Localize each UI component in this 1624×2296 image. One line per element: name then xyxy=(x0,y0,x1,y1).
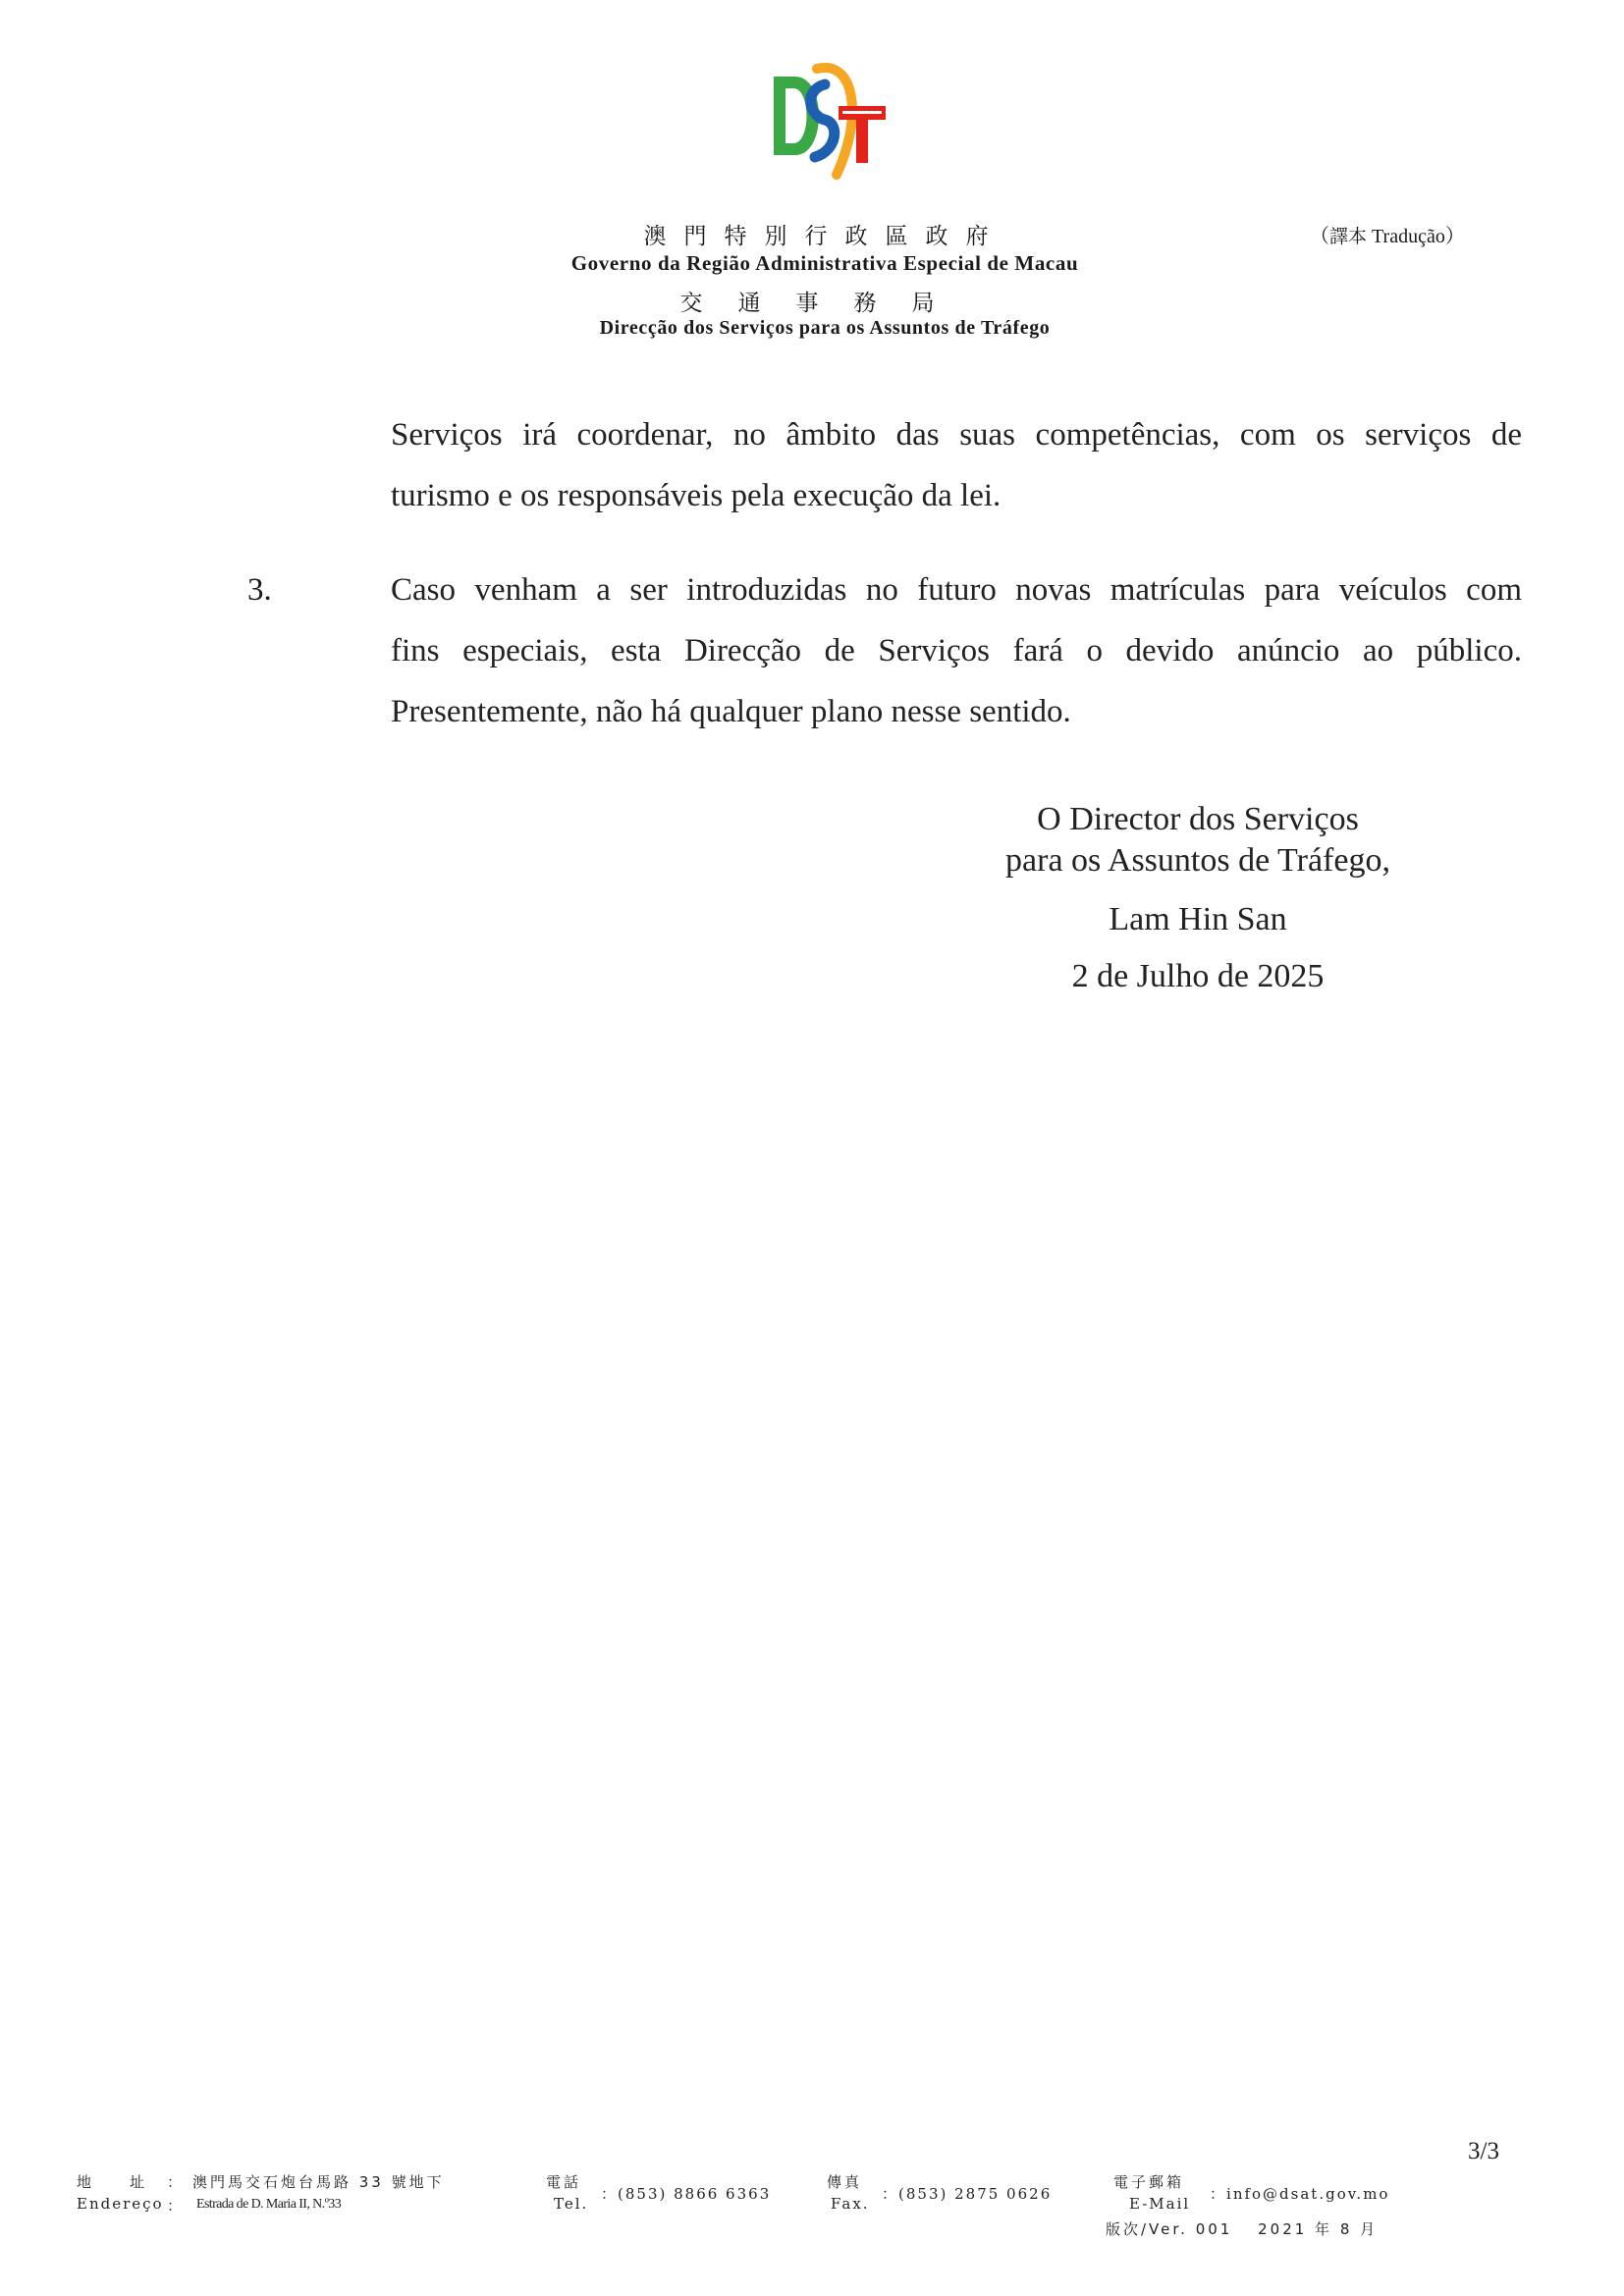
header-government-zh: 澳門特別行政區政府 xyxy=(643,224,1006,249)
dsat-logo xyxy=(766,57,890,187)
address-zh: 澳門馬交石炮台馬路 33 號地下 xyxy=(192,2173,445,2191)
paragraph-line: Caso venham a ser introduzidas no futuro novas matrículas para veículos com xyxy=(391,572,1522,608)
paragraph-item-3 xyxy=(391,560,1522,742)
address-label-zh: 地 址 xyxy=(77,2173,148,2191)
email-address: info@dsat.gov.mo xyxy=(1226,2185,1390,2203)
tel-label-zh: 電話 xyxy=(546,2173,582,2191)
signature-name: Lam Hin San xyxy=(1109,901,1287,937)
address-colon: ： xyxy=(167,2197,186,2215)
fax-label-pt: Fax. xyxy=(831,2195,870,2213)
paragraph-line: Serviços irá coordenar, no âmbito das suas competências, com os serviços de xyxy=(391,417,1522,453)
paragraph-line: Presentemente, não há qualquer plano nesse sentido. xyxy=(391,694,1071,729)
tel-number: (853) 8866 6363 xyxy=(618,2185,772,2203)
item-number: 3. xyxy=(247,572,272,608)
paragraph-line: fins especiais, esta Direcção de Serviços fará o devido anúncio ao público. xyxy=(391,633,1522,668)
address-label-pt: Endereço xyxy=(77,2195,164,2213)
email-label-zh: 電子郵箱 xyxy=(1113,2173,1185,2191)
tel-value: ：(853) 8866 6363 xyxy=(601,2185,772,2203)
signature-date: 2 de Julho de 2025 xyxy=(1071,958,1325,994)
page-number: 3/3 xyxy=(1468,2138,1499,2164)
translation-note: （譯本 Tradução） xyxy=(1310,226,1465,247)
paragraph-line: turismo e os responsáveis pela execução da lei. xyxy=(391,478,1001,513)
paragraph-continuation xyxy=(391,404,1522,526)
header-department-pt: Direcção dos Serviços para os Assuntos de Tráfego xyxy=(599,317,1051,339)
fax-label-zh: 傳真 xyxy=(827,2173,863,2191)
signature-title-line-2: para os Assuntos de Tráfego, xyxy=(1005,842,1390,879)
signature-title-line-1: O Director dos Serviços xyxy=(1037,801,1359,837)
translation-note-zh: 譯本 xyxy=(1329,226,1368,247)
version-info: 版次/Ver. 001 2021 年 8 月 xyxy=(1106,2220,1379,2238)
address-pt: Estrada de D. Maria II, N.º33 xyxy=(196,2197,342,2212)
email-label-pt: E-Mail xyxy=(1129,2195,1191,2213)
header-department-zh: 交通事務局 xyxy=(679,291,970,316)
translation-note-pt: Tradução xyxy=(1372,226,1445,247)
address-colon: ： xyxy=(167,2173,186,2191)
header-government-pt: Governo da Região Administrativa Especial de Macau xyxy=(570,251,1079,275)
email-value: ：info@dsat.gov.mo xyxy=(1210,2185,1390,2203)
fax-number: (853) 2875 0626 xyxy=(898,2185,1053,2203)
tel-label-pt: Tel. xyxy=(554,2195,589,2213)
fax-value: ：(853) 2875 0626 xyxy=(882,2185,1053,2203)
